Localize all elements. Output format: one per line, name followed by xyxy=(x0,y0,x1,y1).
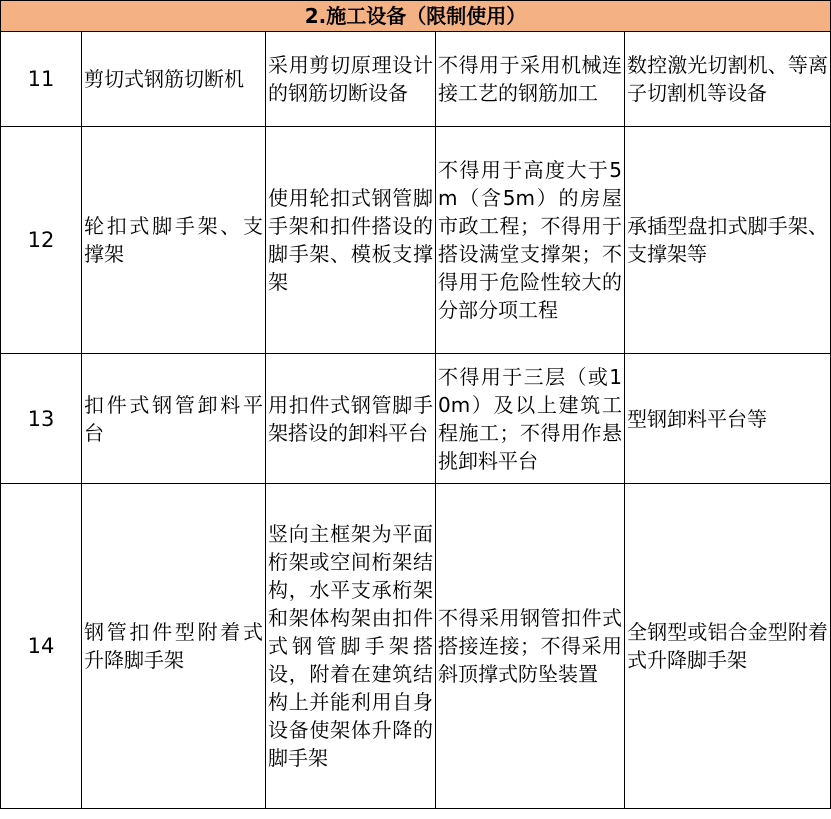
row-number: 11 xyxy=(1,32,82,127)
alternative-equipment: 承插型盘扣式脚手架、支撑架等 xyxy=(625,127,831,354)
table-row xyxy=(1,127,831,354)
alternative-equipment: 型钢卸料平台等 xyxy=(625,354,831,484)
equipment-name: 钢管扣件型附着式升降脚手架 xyxy=(82,484,266,809)
section-header-row xyxy=(1,1,831,32)
alternative-equipment: 全钢型或铝合金型附着式升降脚手架 xyxy=(625,484,831,809)
restriction-scope: 不得用于三层（或10m）及以上建筑工程施工；不得用作悬挑卸料平台 xyxy=(436,354,625,484)
row-number: 13 xyxy=(1,354,82,484)
equipment-description: 用扣件式钢管脚手架搭设的卸料平台 xyxy=(266,354,436,484)
restriction-scope: 不得采用钢管扣件式搭接连接；不得采用斜顶撑式防坠装置 xyxy=(436,484,625,809)
equipment-name: 剪切式钢筋切断机 xyxy=(82,32,266,127)
equipment-name: 轮扣式脚手架、支撑架 xyxy=(82,127,266,354)
equipment-description: 使用轮扣式钢管脚手架和扣件搭设的脚手架、模板支撑架 xyxy=(266,127,436,354)
section-title: 2.施工设备（限制使用） xyxy=(1,1,831,32)
table-row xyxy=(1,32,831,127)
equipment-name: 扣件式钢管卸料平台 xyxy=(82,354,266,484)
row-number: 14 xyxy=(1,484,82,809)
alternative-equipment: 数控激光切割机、等离子切割机等设备 xyxy=(625,32,831,127)
equipment-description: 竖向主框架为平面桁架或空间桁架结构，水平支承桁架和架体构架由扣件式钢管脚手架搭设，附着在建筑结构上并能利用自身设备使架体升降的脚手架 xyxy=(266,484,436,809)
row-number: 12 xyxy=(1,127,82,354)
table-row xyxy=(1,354,831,484)
restriction-scope: 不得用于高度大于5m（含5m）的房屋市政工程；不得用于搭设满堂支撑架；不得用于危险性较大的分部分项工程 xyxy=(436,127,625,354)
equipment-description: 采用剪切原理设计的钢筋切断设备 xyxy=(266,32,436,127)
table-row xyxy=(1,484,831,809)
restriction-scope: 不得用于采用机械连接工艺的钢筋加工 xyxy=(436,32,625,127)
